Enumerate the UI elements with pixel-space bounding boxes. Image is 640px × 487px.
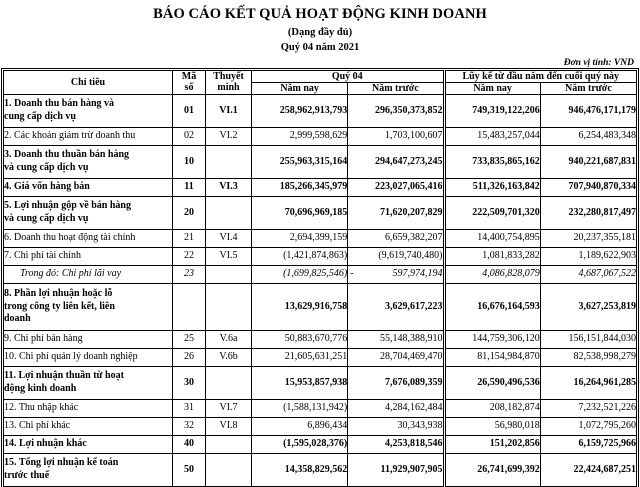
row-quarter-current — [252, 453, 348, 486]
header-note — [206, 70, 252, 94]
row-note-value: VI.4 — [219, 232, 238, 244]
document-subtitle: (Dạng đầy đủ) — [287, 26, 353, 38]
row-quarter-current — [252, 94, 348, 127]
header-ytd-current-year: Năm nay — [444, 82, 540, 94]
row-note — [206, 247, 252, 265]
row-quarter-previous-value: 7,676,089,359 — [385, 376, 443, 388]
row-quarter-previous-value: 71,620,207,829 — [380, 206, 443, 218]
row-note-value: VI.1 — [219, 104, 238, 116]
row-label — [4, 366, 173, 399]
row-ytd-previous-value: 4,687,067,522 — [578, 268, 636, 280]
row-quarter-previous-value: 3,629,617,223 — [385, 300, 443, 312]
row-label-line: động kinh doanh — [4, 382, 77, 394]
row-code-value: 11 — [184, 181, 194, 193]
row-dash-marker: - — [350, 268, 354, 280]
row-quarter-current — [252, 265, 348, 283]
row-ytd-current-value: 15,483,257,044 — [477, 130, 540, 142]
row-note — [206, 265, 252, 283]
row-quarter-current-value: (1,595,028,376) — [283, 438, 348, 450]
row-quarter-previous-value: (9,619,740,480) — [378, 250, 443, 262]
row-ytd-previous — [540, 453, 636, 486]
row-ytd-current — [444, 348, 540, 366]
document-period: Quý 04 năm 2021 — [280, 41, 360, 53]
row-label-line: doanh — [4, 312, 31, 324]
row-ytd-current — [444, 145, 540, 178]
row-ytd-current-value: 144,759,306,120 — [472, 333, 540, 345]
row-ytd-current-value: 1,081,833,282 — [482, 250, 540, 262]
row-quarter-current — [252, 330, 348, 348]
row-quarter-current — [252, 417, 348, 435]
income-statement-table — [3, 70, 637, 487]
row-ytd-current — [444, 435, 540, 453]
row-note — [206, 435, 252, 453]
row-label — [4, 348, 173, 366]
row-quarter-previous-value: 4,284,162,484 — [385, 402, 443, 414]
table-row — [4, 417, 637, 435]
row-quarter-current — [252, 399, 348, 417]
row-quarter-previous-value: 4,253,818,546 — [385, 438, 443, 450]
row-code-value: 50 — [184, 463, 194, 475]
row-note-value: VI.8 — [219, 420, 238, 432]
row-ytd-previous-value: 16,264,961,285 — [573, 376, 636, 388]
header-code — [173, 70, 206, 94]
row-quarter-current — [252, 247, 348, 265]
row-ytd-previous-value: 1,072,795,260 — [578, 420, 636, 432]
row-ytd-current — [444, 453, 540, 486]
row-label — [4, 94, 173, 127]
row-label-line: và cung cấp dịch vụ — [4, 161, 89, 173]
row-code-value: 02 — [184, 130, 194, 142]
row-label-line: 8. Phần lợi nhuận hoặc lỗ — [4, 288, 113, 300]
table-row — [4, 435, 637, 453]
row-quarter-previous — [348, 178, 444, 196]
row-label — [4, 330, 173, 348]
row-code-value: 26 — [184, 351, 194, 363]
row-label — [4, 229, 173, 247]
table-row — [4, 145, 637, 178]
row-label-line: 10. Chi phí quản lý doanh nghiệp — [4, 351, 138, 363]
row-ytd-current-value: 56,980,018 — [494, 420, 540, 432]
row-ytd-previous-value: 82,538,998,279 — [573, 351, 636, 363]
row-quarter-previous-value: 296,350,373,852 — [375, 104, 443, 116]
row-ytd-current-value: 26,741,699,392 — [477, 463, 540, 475]
row-quarter-previous-value: 55,148,388,910 — [380, 333, 443, 345]
table-row — [4, 366, 637, 399]
row-quarter-previous — [348, 265, 444, 283]
row-quarter-previous — [348, 145, 444, 178]
page-title: BÁO CÁO KẾT QUẢ HOẠT ĐỘNG KINH DOANH — [153, 6, 487, 22]
row-ytd-previous — [540, 399, 636, 417]
row-ytd-current-value: 222,509,701,320 — [472, 206, 540, 218]
table-container — [0, 70, 640, 487]
row-code-value: 01 — [184, 104, 194, 116]
row-label-line: trước thuế — [4, 469, 50, 481]
row-code-value: 32 — [184, 420, 194, 432]
row-ytd-previous-value: 1,189,622,903 — [578, 250, 636, 262]
row-quarter-current-value: 2,999,598,629 — [289, 130, 348, 142]
header-quarter-current-year: Năm nay — [252, 82, 348, 94]
row-note-value: VI.7 — [219, 402, 238, 414]
row-note — [206, 145, 252, 178]
row-ytd-previous-value: 707,940,870,334 — [568, 181, 636, 193]
row-ytd-previous-value: 156,151,844,030 — [568, 333, 636, 345]
table-row — [4, 94, 637, 127]
table-row — [4, 247, 637, 265]
table-row — [4, 348, 637, 366]
row-label-line: cung cấp dịch vụ — [4, 110, 76, 122]
row-ytd-current — [444, 196, 540, 229]
header-ytd-previous-year: Năm trước — [540, 82, 636, 94]
row-code — [173, 348, 206, 366]
row-note — [206, 348, 252, 366]
row-label — [4, 247, 173, 265]
row-ytd-current-value: 81,154,984,870 — [477, 351, 540, 363]
currency-unit-label: Đơn vị tính: VND — [563, 57, 634, 68]
row-ytd-current — [444, 178, 540, 196]
row-code — [173, 94, 206, 127]
row-note-value: VI.5 — [219, 250, 238, 262]
table-row — [4, 229, 637, 247]
row-ytd-previous-value: 940,221,687,831 — [568, 155, 636, 167]
row-label — [4, 435, 173, 453]
row-ytd-current — [444, 247, 540, 265]
header-note-line1: Thuyết — [213, 71, 244, 83]
row-quarter-previous — [348, 283, 444, 330]
row-quarter-previous — [348, 348, 444, 366]
row-ytd-current-value: 26,590,496,536 — [477, 376, 540, 388]
row-quarter-current-value: (1,699,825,546) — [283, 268, 348, 280]
row-quarter-current-value: 13,629,916,758 — [284, 300, 348, 312]
row-quarter-previous-value: 6,659,382,207 — [385, 232, 443, 244]
header-indicator: Chỉ tiêu — [4, 70, 173, 94]
row-label — [4, 196, 173, 229]
row-ytd-previous-value: 6,159,725,966 — [578, 438, 636, 450]
row-code — [173, 417, 206, 435]
row-label-line: 11. Lợi nhuận thuần từ hoạt — [4, 370, 124, 382]
table-row — [4, 330, 637, 348]
row-quarter-current-value: 14,358,829,562 — [284, 463, 348, 475]
row-code — [173, 265, 206, 283]
header-group-ytd: Lũy kế từ đầu năm đến cuối quý này — [444, 70, 637, 82]
row-label-line: 7. Chi phí tài chính — [4, 250, 81, 262]
row-ytd-previous — [540, 229, 636, 247]
header-row-groups — [4, 70, 637, 82]
row-quarter-current-value: 255,963,315,164 — [279, 155, 348, 167]
row-quarter-current-value: 15,953,857,938 — [284, 376, 348, 388]
row-ytd-current — [444, 417, 540, 435]
row-ytd-current — [444, 330, 540, 348]
row-label-line: 4. Giá vốn hàng bán — [4, 181, 90, 193]
row-quarter-previous-value: 597,974,194 — [392, 268, 443, 280]
row-ytd-previous — [540, 247, 636, 265]
row-quarter-previous — [348, 399, 444, 417]
row-ytd-current-value: 16,676,164,593 — [477, 300, 540, 312]
row-code-value: 20 — [184, 206, 194, 218]
row-code-value: 31 — [184, 402, 194, 414]
row-ytd-previous — [540, 348, 636, 366]
row-quarter-previous — [348, 247, 444, 265]
row-label — [4, 127, 173, 145]
row-quarter-current — [252, 229, 348, 247]
row-quarter-current-value: 50,883,670,776 — [284, 333, 348, 345]
row-ytd-current — [444, 127, 540, 145]
row-ytd-previous-value: 3,627,253,819 — [578, 300, 636, 312]
row-quarter-previous — [348, 453, 444, 486]
row-ytd-previous — [540, 145, 636, 178]
row-label — [4, 178, 173, 196]
row-label-line: 3. Doanh thu thuần bán hàng — [4, 149, 130, 161]
row-code-value: 30 — [184, 376, 194, 388]
row-note — [206, 417, 252, 435]
row-label-line: và cung cấp dịch vụ — [4, 212, 89, 224]
row-ytd-previous — [540, 366, 636, 399]
row-code-value: 23 — [184, 268, 194, 280]
row-quarter-current-value: 185,266,345,979 — [279, 181, 348, 193]
row-code — [173, 229, 206, 247]
header-code-line2: số — [184, 82, 194, 94]
row-note — [206, 94, 252, 127]
row-quarter-current-value: (1,421,874,863) — [283, 250, 348, 262]
header-quarter-previous-year: Năm trước — [348, 82, 444, 94]
row-quarter-previous — [348, 229, 444, 247]
row-note-value: VI.3 — [219, 181, 238, 193]
row-quarter-current — [252, 145, 348, 178]
row-code — [173, 330, 206, 348]
row-ytd-previous — [540, 94, 636, 127]
row-quarter-current-value: 2,694,399,159 — [289, 232, 348, 244]
row-code — [173, 247, 206, 265]
row-note — [206, 453, 252, 486]
row-ytd-previous-value: 20,237,355,181 — [573, 232, 636, 244]
row-quarter-current — [252, 348, 348, 366]
row-label-line: 5. Lợi nhuận gộp về bán hàng — [4, 200, 131, 212]
table-row — [4, 127, 637, 145]
row-ytd-previous — [540, 178, 636, 196]
title-block — [0, 0, 640, 53]
row-quarter-previous — [348, 196, 444, 229]
row-quarter-previous — [348, 366, 444, 399]
row-label-line: 12. Thu nhập khác — [4, 402, 79, 414]
table-row — [4, 453, 637, 486]
table-row — [4, 178, 637, 196]
row-quarter-current-value: 70,696,969,185 — [284, 206, 348, 218]
row-note — [206, 127, 252, 145]
table-row — [4, 196, 637, 229]
row-ytd-current — [444, 94, 540, 127]
row-ytd-current-value: 14,400,754,895 — [477, 232, 540, 244]
row-note — [206, 229, 252, 247]
row-ytd-current — [444, 229, 540, 247]
row-note — [206, 283, 252, 330]
row-code — [173, 435, 206, 453]
row-quarter-current — [252, 127, 348, 145]
row-quarter-current — [252, 366, 348, 399]
row-ytd-previous — [540, 417, 636, 435]
table-row — [4, 399, 637, 417]
row-quarter-current-value: 258,962,913,793 — [279, 104, 348, 116]
row-ytd-previous-value: 946,476,171,179 — [568, 104, 636, 116]
row-label — [4, 417, 173, 435]
row-quarter-previous-value: 223,027,065,416 — [375, 181, 443, 193]
row-code-value: 22 — [184, 250, 194, 262]
header-note-line2: minh — [217, 82, 240, 94]
row-ytd-current-value: 511,326,163,842 — [472, 181, 540, 193]
row-ytd-previous — [540, 283, 636, 330]
row-code-value: 21 — [184, 232, 194, 244]
row-ytd-previous — [540, 265, 636, 283]
row-ytd-current-value: 749,319,122,206 — [472, 104, 540, 116]
row-note-value: VI.2 — [219, 130, 238, 142]
row-label-line: 15. Tổng lợi nhuận kế toán — [4, 457, 119, 469]
row-ytd-current-value: 4,086,828,079 — [482, 268, 540, 280]
row-label — [4, 265, 173, 283]
row-note — [206, 196, 252, 229]
row-label-line: 13. Chi phí khác — [4, 420, 71, 432]
row-quarter-previous-value: 1,703,100,607 — [385, 130, 443, 142]
row-code — [173, 127, 206, 145]
row-label-line: 9. Chi phí bán hàng — [4, 333, 83, 345]
row-label-line: Trong đó: Chi phí lãi vay — [20, 268, 122, 280]
row-label-line: trong công ty liên kết, liên — [4, 300, 115, 312]
row-quarter-previous — [348, 330, 444, 348]
row-label — [4, 145, 173, 178]
row-quarter-current — [252, 196, 348, 229]
row-quarter-previous — [348, 435, 444, 453]
row-label — [4, 453, 173, 486]
row-ytd-previous-value: 232,280,817,497 — [568, 206, 636, 218]
row-label — [4, 399, 173, 417]
row-code — [173, 453, 206, 486]
row-ytd-current-value: 151,202,856 — [489, 438, 540, 450]
header-group-quarter: Quý 04 — [252, 70, 445, 82]
row-quarter-previous — [348, 127, 444, 145]
row-quarter-previous-value: 28,704,469,470 — [380, 351, 443, 363]
row-ytd-previous — [540, 330, 636, 348]
row-quarter-previous-value: 294,647,273,245 — [375, 155, 443, 167]
row-ytd-previous — [540, 435, 636, 453]
table-body — [4, 94, 637, 486]
row-code — [173, 145, 206, 178]
row-ytd-previous-value: 6,254,483,348 — [578, 130, 636, 142]
row-ytd-current-value: 208,182,874 — [489, 402, 540, 414]
row-quarter-current — [252, 435, 348, 453]
row-label-line: 2. Các khoản giảm trừ doanh thu — [4, 130, 136, 142]
row-label-line: 6. Doanh thu hoạt động tài chính — [4, 232, 136, 244]
row-ytd-current — [444, 283, 540, 330]
table-header — [4, 70, 637, 94]
row-quarter-previous-value: 30,343,938 — [397, 420, 443, 432]
row-ytd-previous-value: 7,232,521,226 — [578, 402, 636, 414]
row-note — [206, 399, 252, 417]
row-note — [206, 366, 252, 399]
row-label — [4, 283, 173, 330]
row-label-line: 1. Doanh thu bán hàng và — [4, 98, 115, 110]
row-code — [173, 178, 206, 196]
row-code-value: 10 — [184, 155, 194, 167]
row-code — [173, 399, 206, 417]
row-quarter-current-value: 6,896,434 — [307, 420, 348, 432]
row-ytd-current — [444, 399, 540, 417]
row-code-value: 25 — [184, 333, 194, 345]
row-ytd-current — [444, 265, 540, 283]
row-note — [206, 330, 252, 348]
row-code — [173, 283, 206, 330]
row-ytd-current — [444, 366, 540, 399]
row-ytd-current-value: 733,835,865,162 — [472, 155, 540, 167]
row-ytd-previous — [540, 196, 636, 229]
row-quarter-current-value: 21,605,631,251 — [284, 351, 348, 363]
row-quarter-current — [252, 283, 348, 330]
header-code-line1: Mã — [181, 71, 197, 83]
table-row — [4, 265, 637, 283]
row-quarter-current — [252, 178, 348, 196]
row-quarter-previous — [348, 417, 444, 435]
row-quarter-previous — [348, 94, 444, 127]
row-note-value: V.6a — [219, 333, 238, 345]
row-quarter-current-value: (1,588,131,942) — [283, 402, 348, 414]
row-quarter-previous-value: 11,929,907,905 — [380, 463, 443, 475]
row-note-value: V.6b — [219, 351, 238, 363]
row-code-value: 40 — [184, 438, 194, 450]
row-note — [206, 178, 252, 196]
row-ytd-previous-value: 22,424,687,251 — [573, 463, 636, 475]
row-code — [173, 366, 206, 399]
row-ytd-previous — [540, 127, 636, 145]
row-code — [173, 196, 206, 229]
table-row — [4, 283, 637, 330]
row-label-line: 14. Lợi nhuận khác — [4, 438, 87, 450]
